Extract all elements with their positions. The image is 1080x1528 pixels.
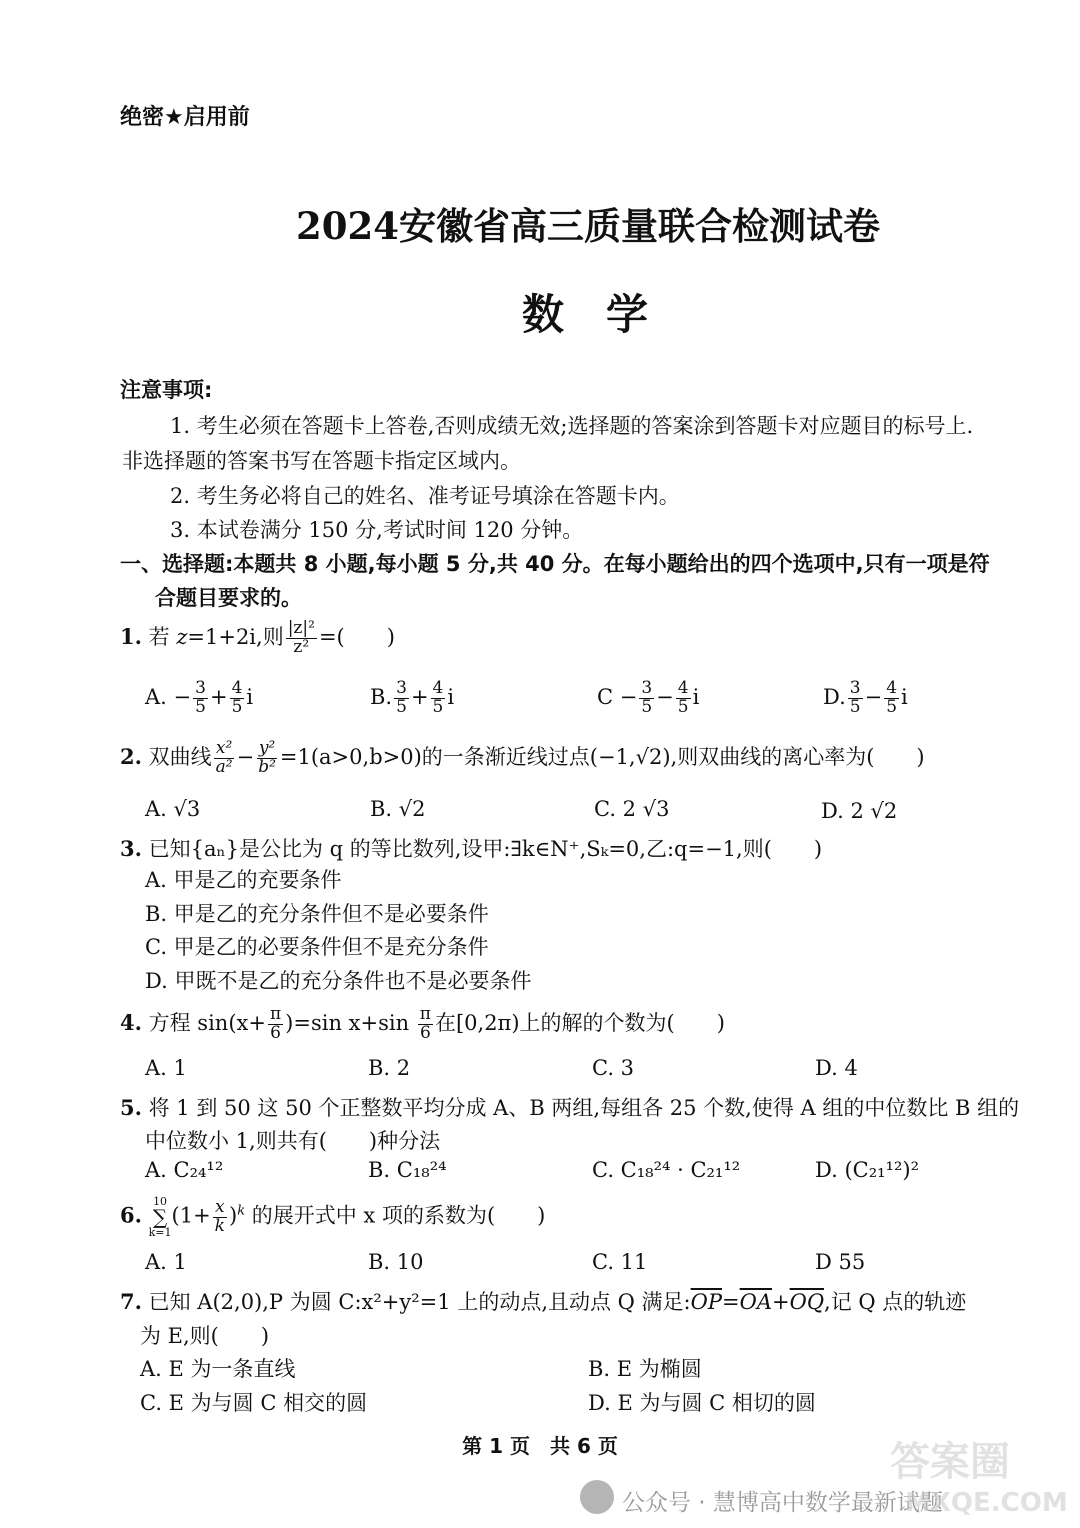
q3-text: 已知{aₙ}是公比为 q 的等比数列,设甲:∃k∈N⁺,Sₖ=0,乙:q=−1,则( )	[148, 837, 823, 861]
frac-num: x	[215, 1196, 225, 1217]
frac-den: 5	[231, 696, 243, 717]
wechat-icon	[580, 1480, 614, 1514]
option-fraction	[394, 680, 409, 717]
q5-option-a[interactable]: A. C₂₄¹²	[145, 1158, 224, 1182]
frac-num: 3	[641, 678, 653, 698]
q1-option-a[interactable]	[145, 680, 253, 717]
q2-operator: −	[236, 744, 255, 769]
frac-num: y²	[258, 738, 276, 758]
frac-num: π	[419, 1004, 431, 1024]
q7-text-post: ,记 Q 点的轨迹	[824, 1290, 967, 1314]
option-fraction	[848, 680, 863, 717]
q1-option-b[interactable]	[370, 680, 454, 717]
q6-summation	[149, 1196, 172, 1238]
q4-option-d[interactable]: D. 4	[815, 1056, 858, 1080]
q1-text-eq: =1+2i,则	[187, 624, 284, 649]
q2-option-c[interactable]: C. 2 √3	[594, 797, 670, 821]
watermark-stamp-top: 答案圈	[890, 1439, 1010, 1485]
q7-option-d[interactable]: D. E 为与圆 C 相切的圆	[588, 1391, 816, 1415]
q6-exponent: k	[237, 1203, 246, 1219]
q5-text-line2: 中位数小 1,则共有( )种分法	[145, 1129, 441, 1153]
q5-text-line1: 将 1 到 50 这 50 个正整数平均分成 A、B 两组,每组各 25 个数,使得 A 组的中位数比 B 组的	[148, 1096, 1020, 1120]
q5-option-c[interactable]: C. C₁₈²⁴ · C₂₁¹²	[592, 1158, 741, 1182]
frac-den: a²	[215, 756, 233, 777]
option-tail: i	[901, 684, 908, 709]
option-operator: +	[410, 684, 429, 709]
section-heading: 一、选择题:本题共 8 小题,每小题 5 分,共 40 分。在每小题给出的四个选项中,只有一项是符	[120, 552, 990, 576]
q1-frac-den: z²	[293, 636, 310, 657]
note-1b: 非选择题的答案书写在答题卡指定区域内。	[122, 449, 521, 473]
q4-fraction-1	[268, 1006, 283, 1043]
section-heading-cont: 合题目要求的。	[155, 586, 302, 610]
q7-vector-op: $\overline{OP}$	[690, 1290, 722, 1314]
q2-option-b[interactable]: B. √2	[370, 797, 426, 821]
sum-lower: k=1	[148, 1226, 172, 1239]
q3-option-a[interactable]: A. 甲是乙的充要条件	[145, 868, 342, 892]
frac-num: 4	[886, 678, 898, 698]
frac-den: 6	[419, 1022, 431, 1043]
frac-den: 5	[886, 696, 898, 717]
q4-paren: (x+	[228, 1010, 266, 1035]
q7-eq: =	[722, 1290, 740, 1314]
frac-den: 5	[641, 696, 653, 717]
frac-num: 4	[231, 678, 243, 698]
frac-num: x²	[215, 738, 233, 758]
frac-den: k	[214, 1215, 225, 1236]
q7-vector-oq: $\overline{OQ}$	[789, 1290, 825, 1314]
frac-num: π	[269, 1004, 282, 1024]
q7-option-b[interactable]: B. E 为椭圆	[588, 1357, 702, 1381]
option-tail: i	[246, 684, 254, 709]
q3-option-b[interactable]: B. 甲是乙的充分条件但不是必要条件	[145, 902, 489, 926]
watermark-account: 公众号 · 慧博高中数学最新试题	[622, 1490, 943, 1516]
option-label: B.	[370, 684, 393, 709]
option-label: A. −	[145, 684, 192, 709]
sum-upper: 10	[153, 1195, 168, 1208]
page-footer: 第 1 页 共 6 页	[462, 1434, 618, 1458]
q4-option-b[interactable]: B. 2	[368, 1056, 411, 1080]
option-label: C −	[597, 684, 638, 709]
option-fraction	[639, 680, 654, 717]
q6-option-a[interactable]: A. 1	[145, 1250, 187, 1274]
q6-paren: (1+	[171, 1203, 211, 1228]
q6-paren-close: )	[228, 1203, 238, 1228]
notes-heading: 注意事项:	[120, 378, 213, 402]
q3-option-c[interactable]: C. 甲是乙的必要条件但不是充分条件	[145, 935, 489, 959]
note-2: 2. 考生务必将自己的姓名、准考证号填涂在答题卡内。	[170, 484, 680, 508]
option-fraction	[230, 680, 245, 717]
q4-option-c[interactable]: C. 3	[592, 1056, 635, 1080]
q6-option-d[interactable]: D 55	[815, 1250, 866, 1274]
q7-text-pre: 已知 A(2,0),P 为圆 C:x²+y²=1 上的动点,且动点 Q 满足:	[148, 1290, 691, 1314]
watermark-stamp-bottom: MXQE.COM	[905, 1488, 1068, 1518]
q2-text-post: =1(a>0,b>0)的一条渐近线过点(−1,√2),则双曲线的离心率为( )	[279, 744, 925, 769]
q2-fraction-x	[214, 740, 235, 777]
q6-fraction	[213, 1196, 227, 1236]
frac-num: 4	[677, 678, 689, 698]
q7-option-c[interactable]: C. E 为与圆 C 相交的圆	[140, 1391, 368, 1415]
frac-num: 3	[195, 678, 206, 698]
q1-frac-num: |z|²	[287, 618, 315, 638]
q6-option-c[interactable]: C. 11	[592, 1250, 648, 1274]
q4-fraction-2	[418, 1006, 433, 1043]
q2-text-pre: 双曲线	[148, 744, 212, 769]
question-4	[120, 1006, 725, 1043]
question-number: 6.	[120, 1202, 142, 1228]
q6-text-post: 的展开式中 x 项的系数为( )	[245, 1203, 546, 1228]
q1-text-post: =( )	[318, 624, 395, 649]
option-fraction	[431, 680, 446, 717]
q4-text-mid: )=sin x+sin	[285, 1010, 416, 1035]
q1-text-pre: 若	[148, 624, 177, 649]
frac-den: 5	[195, 696, 206, 717]
frac-den: 5	[677, 696, 689, 717]
q5-option-d[interactable]: D. (C₂₁¹²)²	[815, 1158, 919, 1182]
sum-symbol: ∑	[152, 1205, 168, 1229]
q2-option-d[interactable]: D. 2 √2	[821, 799, 898, 823]
option-fraction	[676, 680, 691, 717]
question-number: 3.	[120, 836, 142, 861]
frac-den: 5	[849, 696, 861, 717]
frac-num: 3	[396, 678, 407, 698]
note-1a: 1. 考生必须在答题卡上答卷,否则成绩无效;选择题的答案涂到答题卡对应题目的标号上.	[170, 414, 974, 438]
q4-text-post: 在[0,2π)上的解的个数为( )	[434, 1010, 725, 1035]
q1-var: z	[176, 624, 188, 649]
subject-title: 数 学	[521, 290, 648, 339]
option-operator: −	[656, 684, 674, 709]
q7-option-a[interactable]: A. E 为一条直线	[140, 1357, 296, 1381]
option-fraction	[193, 680, 208, 717]
question-number: 4.	[120, 1009, 142, 1035]
q7-plus: +	[772, 1290, 790, 1314]
q4-option-a[interactable]: A. 1	[145, 1056, 187, 1080]
option-label: D.	[823, 684, 846, 709]
question-6	[120, 1196, 545, 1238]
q6-option-b[interactable]: B. 10	[368, 1250, 424, 1274]
exam-title: 2024安徽省高三质量联合检测试卷	[296, 204, 880, 248]
q1-option-d[interactable]	[823, 680, 908, 717]
question-number: 1.	[120, 623, 142, 649]
frac-den: b²	[258, 756, 276, 777]
q7-vector-oa: $\overline{OA}$	[739, 1290, 772, 1314]
q2-fraction-y	[256, 740, 278, 777]
q1-option-c[interactable]	[597, 680, 699, 717]
q4-text-pre: 方程 sin	[148, 1010, 229, 1035]
q1-fraction	[286, 620, 317, 657]
question-number: 5.	[120, 1095, 142, 1120]
question-2	[120, 740, 925, 777]
q2-option-a[interactable]: A. √3	[145, 797, 201, 821]
note-3: 3. 本试卷满分 150 分,考试时间 120 分钟。	[170, 518, 584, 542]
question-3	[120, 833, 822, 863]
option-operator: +	[209, 684, 228, 709]
option-tail: i	[692, 684, 700, 709]
frac-num: 3	[849, 678, 861, 698]
question-1	[120, 620, 395, 657]
option-tail: i	[447, 684, 455, 709]
frac-den: 6	[270, 1022, 281, 1043]
frac-num: 4	[432, 678, 444, 698]
frac-den: 5	[396, 696, 407, 717]
question-7	[120, 1286, 966, 1316]
frac-den: 5	[432, 696, 444, 717]
q5-option-b[interactable]: B. C₁₈²⁴	[368, 1158, 447, 1182]
question-number: 7.	[120, 1289, 142, 1314]
option-fraction	[884, 680, 899, 717]
option-operator: −	[864, 684, 883, 709]
confidential-label: 绝密★启用前	[120, 105, 250, 130]
question-number: 2.	[120, 743, 142, 769]
q3-option-d[interactable]: D. 甲既不是乙的充分条件也不是必要条件	[145, 969, 532, 993]
question-5	[120, 1092, 1019, 1122]
q7-text-line2: 为 E,则( )	[140, 1324, 270, 1348]
